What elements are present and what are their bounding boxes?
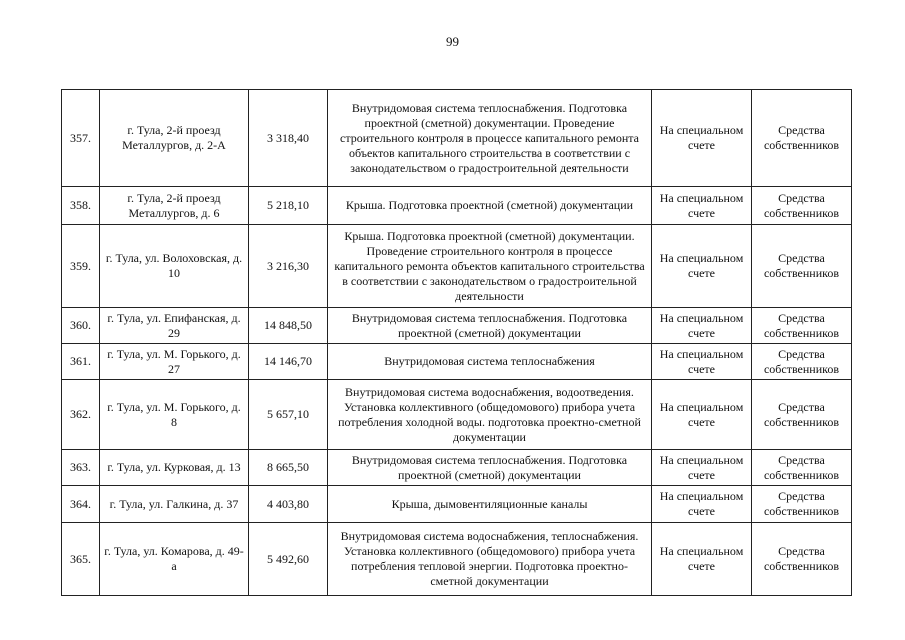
row-address: г. Тула, 2-й проезд Металлургов, д. 6 bbox=[100, 187, 249, 225]
table-row bbox=[62, 90, 852, 187]
row-funding: Средства собственников bbox=[752, 523, 852, 596]
row-works: Внутридомовая система теплоснабжения. Подготовка проектной (сметной) документации bbox=[328, 450, 652, 486]
row-amount: 5 218,10 bbox=[249, 187, 328, 225]
row-works: Крыша. Подготовка проектной (сметной) документации bbox=[328, 187, 652, 225]
table-row bbox=[62, 308, 852, 344]
row-account: На специальном счете bbox=[652, 380, 752, 450]
row-account: На специальном счете bbox=[652, 308, 752, 344]
row-number: 359. bbox=[62, 225, 100, 308]
page-number: 99 bbox=[446, 34, 459, 49]
row-number: 361. bbox=[62, 344, 100, 380]
row-number: 360. bbox=[62, 308, 100, 344]
row-works: Внутридомовая система теплоснабжения. Подготовка проектной (сметной) документации. Проведение строительного контроля в процессе капитального ремонта объектов капитального строительства в соответствии с законодательством о градостроительной деятельности bbox=[328, 90, 652, 187]
row-funding: Средства собственников bbox=[752, 187, 852, 225]
row-amount: 3 318,40 bbox=[249, 90, 328, 187]
row-account: На специальном счете bbox=[652, 486, 752, 523]
row-amount: 3 216,30 bbox=[249, 225, 328, 308]
row-account: На специальном счете bbox=[652, 90, 752, 187]
row-account: На специальном счете bbox=[652, 344, 752, 380]
row-amount: 5 492,60 bbox=[249, 523, 328, 596]
row-number: 363. bbox=[62, 450, 100, 486]
row-funding: Средства собственников bbox=[752, 486, 852, 523]
row-address: г. Тула, ул. Галкина, д. 37 bbox=[100, 486, 249, 523]
row-amount: 4 403,80 bbox=[249, 486, 328, 523]
row-funding: Средства собственников bbox=[752, 225, 852, 308]
row-account: На специальном счете bbox=[652, 523, 752, 596]
row-works: Внутридомовая система теплоснабжения. Подготовка проектной (сметной) документации bbox=[328, 308, 652, 344]
row-funding: Средства собственников bbox=[752, 380, 852, 450]
repair-registry-table bbox=[61, 89, 852, 596]
row-account: На специальном счете bbox=[652, 450, 752, 486]
row-works: Внутридомовая система теплоснабжения bbox=[328, 344, 652, 380]
row-works: Внутридомовая система водоснабжения, водоотведения. Установка коллективного (общедомового) прибора учета потребления холодной воды. подготовка проектно-сметной документации bbox=[328, 380, 652, 450]
table-row bbox=[62, 380, 852, 450]
row-address: г. Тула, ул. М. Горького, д. 27 bbox=[100, 344, 249, 380]
row-address: г. Тула, 2-й проезд Металлургов, д. 2-А bbox=[100, 90, 249, 187]
row-amount: 14 848,50 bbox=[249, 308, 328, 344]
row-works: Крыша, дымовентиляционные каналы bbox=[328, 486, 652, 523]
row-amount: 5 657,10 bbox=[249, 380, 328, 450]
row-account: На специальном счете bbox=[652, 187, 752, 225]
row-address: г. Тула, ул. М. Горького, д. 8 bbox=[100, 380, 249, 450]
row-address: г. Тула, ул. Курковая, д. 13 bbox=[100, 450, 249, 486]
table-row bbox=[62, 344, 852, 380]
row-address: г. Тула, ул. Волоховская, д. 10 bbox=[100, 225, 249, 308]
row-works: Внутридомовая система водоснабжения, теплоснабжения. Установка коллективного (общедомового) прибора учета потребления тепловой энергии. Подготовка проектно-сметной документации bbox=[328, 523, 652, 596]
row-address: г. Тула, ул. Комарова, д. 49-а bbox=[100, 523, 249, 596]
table-row bbox=[62, 225, 852, 308]
row-number: 364. bbox=[62, 486, 100, 523]
table-row bbox=[62, 486, 852, 523]
row-account: На специальном счете bbox=[652, 225, 752, 308]
row-number: 357. bbox=[62, 90, 100, 187]
row-amount: 14 146,70 bbox=[249, 344, 328, 380]
row-funding: Средства собственников bbox=[752, 344, 852, 380]
table-row bbox=[62, 450, 852, 486]
row-amount: 8 665,50 bbox=[249, 450, 328, 486]
row-funding: Средства собственников bbox=[752, 308, 852, 344]
row-funding: Средства собственников bbox=[752, 450, 852, 486]
row-number: 365. bbox=[62, 523, 100, 596]
row-works: Крыша. Подготовка проектной (сметной) документации. Проведение строительного контроля в процессе капитального ремонта объектов капитального строительства в соответствии с законодательством о градостроительной деятельности bbox=[328, 225, 652, 308]
table-row bbox=[62, 187, 852, 225]
row-number: 358. bbox=[62, 187, 100, 225]
row-address: г. Тула, ул. Епифанская, д. 29 bbox=[100, 308, 249, 344]
row-number: 362. bbox=[62, 380, 100, 450]
row-funding: Средства собственников bbox=[752, 90, 852, 187]
table-row bbox=[62, 523, 852, 596]
